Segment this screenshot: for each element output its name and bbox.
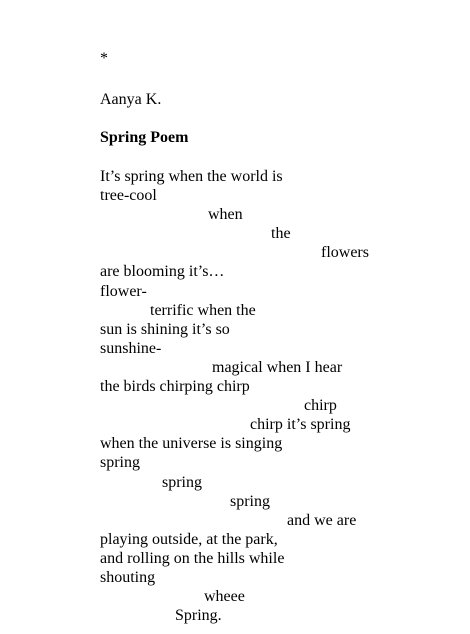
- poem-title: Spring Poem: [100, 129, 189, 146]
- poem-line: spring: [230, 492, 270, 510]
- poem-line: the: [271, 225, 291, 243]
- poem-line: flower-: [100, 282, 147, 300]
- author-name: Aanya K.: [100, 91, 162, 108]
- poem-line: terrific when the: [150, 301, 256, 319]
- poem-line: magical when I hear: [212, 358, 343, 376]
- poem-line: playing outside, at the park,: [100, 530, 278, 548]
- poem-body: [100, 167, 460, 625]
- poem-line: spring: [100, 454, 140, 472]
- poem-line: spring: [162, 473, 202, 491]
- poem-line: It’s spring when the world is: [100, 168, 283, 185]
- poem-line: tree-cool: [100, 187, 157, 205]
- poem-line: and rolling on the hills while: [100, 549, 285, 567]
- poem-line: shouting: [100, 568, 156, 586]
- section-marker: *: [100, 50, 108, 67]
- poem-line: chirp: [304, 397, 337, 415]
- poem-line: and we are: [287, 511, 357, 529]
- poem-line: sun is shining it’s so: [100, 320, 230, 338]
- poem-line: Spring.: [175, 607, 222, 625]
- poem-line: flowers: [321, 244, 369, 262]
- poem-line: when the universe is singing: [100, 435, 283, 453]
- poem-line: when: [208, 206, 243, 224]
- poem-line: chirp it’s spring: [250, 416, 351, 434]
- poem-line: the birds chirping chirp: [100, 378, 250, 396]
- poem-line: are blooming it’s…: [100, 263, 225, 281]
- poem-line: sunshine-: [100, 339, 162, 357]
- poem-line: wheee: [204, 588, 245, 606]
